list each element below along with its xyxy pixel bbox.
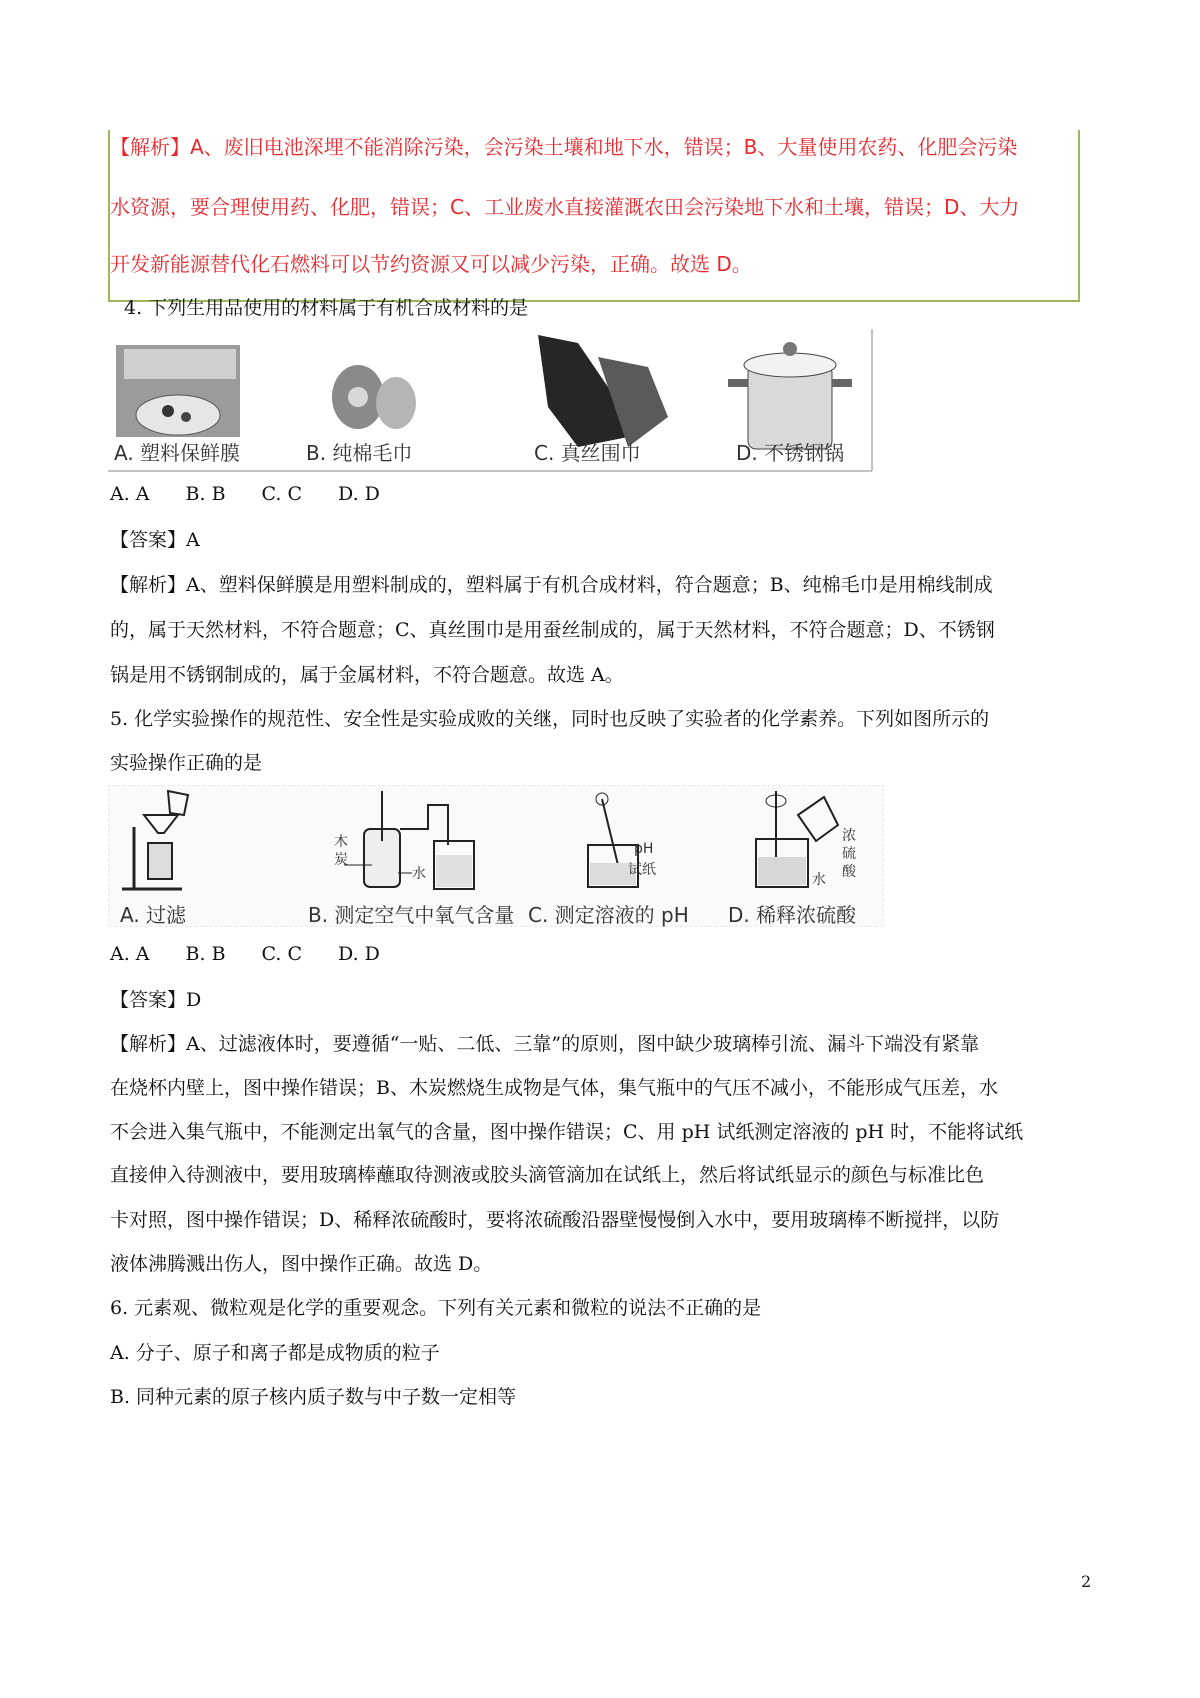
q4-option-b: B. B xyxy=(185,483,226,505)
q5-label-charcoal: 炭 xyxy=(334,852,348,868)
q4-caption-c: C. 真丝围巾 xyxy=(534,441,641,465)
q4-option-c: C. C xyxy=(261,483,303,505)
q5-label-conc-2: 硫 xyxy=(842,846,856,862)
prev-analysis-line-3: 开发新能源替代化石燃料可以节约资源又可以减少污染，正确。故选 D。 xyxy=(110,252,752,276)
q5-caption-d: D. 稀释浓硫酸 xyxy=(728,903,857,927)
prev-analysis-line-2: 水资源，要合理使用药、化肥，错误；C、工业废水直接灌溉农田会污染地下水和土壤，错误；D、大力 xyxy=(110,195,1020,219)
q4-figure xyxy=(108,327,876,473)
q5-label-water-b: 水 xyxy=(412,866,426,882)
q4-options xyxy=(110,483,416,505)
q4-option-d: D. D xyxy=(338,483,380,505)
q5-answer: 【答案】D xyxy=(110,989,202,1011)
prev-analysis-line-1: 【解析】A、废旧电池深埋不能消除污染，会污染土壤和地下水，错误；B、大量使用农药、化肥会污染 xyxy=(110,135,1018,159)
q5-caption-c: C. 测定溶液的 pH xyxy=(528,903,689,927)
q5-option-d: D. D xyxy=(338,943,380,965)
q6-stem: 6. 元素观、微粒观是化学的重要观念。下列有关元素和微粒的说法不正确的是 xyxy=(110,1297,762,1319)
q5-label-water-d: 水 xyxy=(812,872,826,888)
q5-caption-b: B. 测定空气中氧气含量 xyxy=(308,903,515,927)
q5-option-c: C. C xyxy=(261,943,303,965)
q4-caption-b: B. 纯棉毛巾 xyxy=(306,441,413,465)
q5-label-paper: 试纸 xyxy=(628,862,656,878)
q4-analysis-line-3: 锅是用不锈钢制成的，属于金属材料，不符合题意。故选 A。 xyxy=(110,664,624,686)
q5-label-wood: 木 xyxy=(334,834,348,850)
page-number: 2 xyxy=(1081,1572,1092,1591)
q5-figure xyxy=(108,785,884,927)
q4-answer: 【答案】A xyxy=(110,529,200,551)
q5-stem-line-1: 5. 化学实验操作的规范性、安全性是实验成败的关继，同时也反映了实验者的化学素养。下列如图所示的 xyxy=(110,708,990,730)
q5-caption-a: A. 过滤 xyxy=(120,903,187,927)
q5-label-ph: pH xyxy=(634,841,654,857)
q5-label-conc-1: 浓 xyxy=(842,828,856,844)
q4-analysis-line-2: 的，属于天然材料，不符合题意；C、真丝围巾是用蚕丝制成的，属于天然材料，不符合题意；D、不锈钢 xyxy=(110,619,995,641)
q5-analysis-line-2: 在烧杯内壁上，图中操作错误；B、木炭燃烧生成物是气体，集气瓶中的气压不减小，不能形成气压差，水 xyxy=(110,1077,998,1099)
q6-option-a: A. 分子、原子和离子都是成物质的粒子 xyxy=(110,1342,440,1364)
q4-caption-d: D. 不锈钢锅 xyxy=(736,441,845,465)
q5-analysis-line-4: 直接伸入待测液中，要用玻璃棒蘸取待测液或胶头滴管滴加在试纸上，然后将试纸显示的颜色与标准比色 xyxy=(110,1164,985,1186)
q5-option-b: B. B xyxy=(185,943,226,965)
q5-analysis-line-1: 【解析】A、过滤液体时，要遵循“一贴、二低、三靠”的原则，图中缺少玻璃棒引流、漏斗下端没有紧靠 xyxy=(110,1033,980,1055)
q4-caption-a: A. 塑料保鲜膜 xyxy=(114,441,241,465)
q5-label-conc-3: 酸 xyxy=(842,864,856,880)
q6-option-b: B. 同种元素的原子核内质子数与中子数一定相等 xyxy=(110,1386,517,1408)
q5-options xyxy=(110,943,416,965)
q4-option-a: A. A xyxy=(110,483,150,505)
q5-analysis-line-6: 液体沸腾溅出伤人，图中操作正确。故选 D。 xyxy=(110,1253,493,1275)
q5-analysis-line-3: 不会进入集气瓶中，不能测定出氧气的含量，图中操作错误；C、用 pH 试纸测定溶液的 pH 时，不能将试纸 xyxy=(110,1121,1024,1143)
q5-option-a: A. A xyxy=(110,943,150,965)
q4-stem: 4. 下列生用品使用的材料属于有机合成材料的是 xyxy=(124,297,529,319)
q4-analysis-line-1: 【解析】A、塑料保鲜膜是用塑料制成的，塑料属于有机合成材料，符合题意；B、纯棉毛巾是用棉线制成 xyxy=(110,574,993,596)
q5-analysis-line-5: 卡对照，图中操作错误；D、稀释浓硫酸时，要将浓硫酸沿器壁慢慢倒入水中，要用玻璃棒不断搅拌，以防 xyxy=(110,1209,1000,1231)
q5-stem-line-2: 实验操作正确的是 xyxy=(110,752,263,774)
